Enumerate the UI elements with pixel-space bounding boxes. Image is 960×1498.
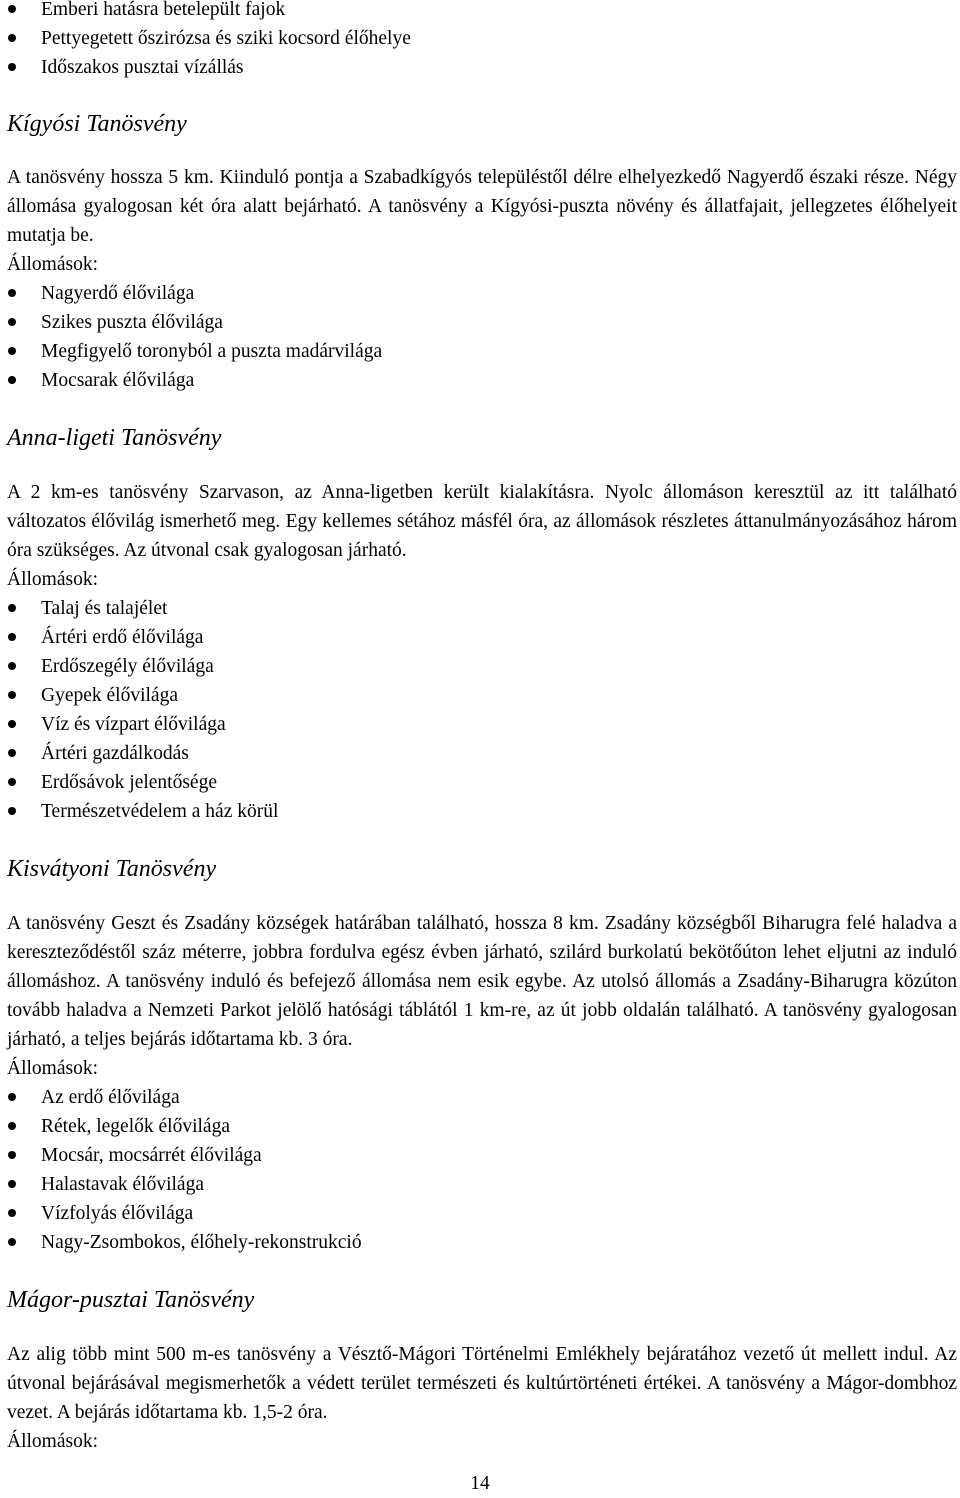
list-item: Ártéri gazdálkodás [7, 739, 957, 768]
document-page [7, 0, 957, 1456]
stations-label: Állomások: [7, 1431, 98, 1452]
list-item: Szikes puszta élővilága [7, 308, 957, 337]
list-item: Az erdő élővilága [7, 1083, 957, 1112]
bullet-icon [8, 1093, 16, 1101]
page-number: 14 [470, 1473, 490, 1494]
bullet-icon [8, 720, 16, 728]
list-item: Mocsarak élővilága [7, 366, 957, 395]
bullet-icon [8, 778, 16, 786]
section-title-anna-ligeti: Anna-ligeti Tanösvény [7, 425, 222, 451]
section-title-magor-pusztai: Mágor-pusztai Tanösvény [7, 1287, 255, 1313]
list-item: Természetvédelem a ház körül [7, 797, 957, 826]
bullet-icon [8, 5, 16, 13]
stations-list [7, 1083, 957, 1257]
list-item: Pettyegetett őszirózsa és sziki kocsord élőhelye [7, 24, 957, 53]
list-item: Ártéri erdő élővilága [7, 623, 957, 652]
bullet-icon [8, 1180, 16, 1188]
list-item: Vízfolyás élővilága [7, 1199, 957, 1228]
list-item: Erdőszegély élővilága [7, 652, 957, 681]
list-item: Mocsár, mocsárrét élővilága [7, 1141, 957, 1170]
stations-label: Állomások: [7, 569, 98, 590]
bullet-icon [8, 691, 16, 699]
list-item: Rétek, legelők élővilága [7, 1112, 957, 1141]
section-title-kisvatyoni: Kisvátyoni Tanösvény [7, 856, 217, 882]
stations-list [7, 279, 957, 395]
list-item: Erdősávok jelentősége [7, 768, 957, 797]
stations-label: Állomások: [7, 1058, 98, 1079]
top-bullet-list [7, 0, 957, 82]
bullet-icon [8, 34, 16, 42]
list-item: Víz és vízpart élővilága [7, 710, 957, 739]
stations-list [7, 594, 957, 826]
section-paragraph: A tanösvény Geszt és Zsadány községek határában található, hossza 8 km. Zsadány községből Biharugra felé haladva a kereszteződéstől száz méterre, jobbra fordulva egész évben járható, szilárd burkolatú bekötőúton lehet eljutni az induló állomáshoz. A tanösvény induló és befejező állomása nem esik egybe. Az utolsó állomás a Zsadány-Biharugra közúton tovább haladva a Nemzeti Parkot jelölő hatósági táblától 1 km-re, az út jobb oldalán található. A tanösvény gyalogosan járható, a teljes bejárás időtartama kb. 3 óra. [7, 913, 957, 1050]
section-paragraph: Az alig több mint 500 m-es tanösvény a Vésztő-Mágori Történelmi Emlékhely bejáratához vezető út mellett indul. Az útvonal bejárásával megismerhetők a védett terület természeti és kultúrtörténeti értékei. A tanösvény a Mágor-dombhoz vezet. A bejárás időtartama kb. 1,5-2 óra. [7, 1344, 957, 1423]
list-item: Nagy-Zsombokos, élőhely-rekonstrukció [7, 1228, 957, 1257]
list-item: Gyepek élővilága [7, 681, 957, 710]
section-title-kigyosi: Kígyósi Tanösvény [7, 111, 187, 137]
bullet-icon [8, 63, 16, 71]
bullet-icon [8, 1151, 16, 1159]
bullet-icon [8, 662, 16, 670]
list-item: Időszakos pusztai vízállás [7, 53, 957, 82]
stations-label: Állomások: [7, 254, 98, 275]
list-item: Halastavak élővilága [7, 1170, 957, 1199]
bullet-icon [8, 1122, 16, 1130]
bullet-icon [8, 633, 16, 641]
bullet-icon [8, 376, 16, 384]
list-item: Nagyerdő élővilága [7, 279, 957, 308]
bullet-icon [8, 347, 16, 355]
section-paragraph: A 2 km-es tanösvény Szarvason, az Anna-ligetben került kialakításra. Nyolc állomáson keresztül az itt található változatos élővilág ismerhető meg. Egy kellemes sétához másfél óra, az állomások részletes áttanulmányozásához három óra szükséges. Az útvonal csak gyalogosan járható. [7, 482, 957, 561]
bullet-icon [8, 807, 16, 815]
list-item: Emberi hatásra betelepült fajok [7, 0, 957, 24]
bullet-icon [8, 604, 16, 612]
bullet-icon [8, 289, 16, 297]
list-item: Talaj és talajélet [7, 594, 957, 623]
bullet-icon [8, 749, 16, 757]
bullet-icon [8, 1209, 16, 1217]
bullet-icon [8, 318, 16, 326]
bullet-icon [8, 1238, 16, 1246]
section-paragraph: A tanösvény hossza 5 km. Kiinduló pontja a Szabadkígyós településtől délre elhelyezkedő Nagyerdő északi része. Négy állomása gyalogosan két óra alatt bejárható. A tanösvény a Kígyósi-puszta növény és állatfajait, jellegzetes élőhelyeit mutatja be. [7, 167, 957, 246]
list-item: Megfigyelő toronyból a puszta madárvilága [7, 337, 957, 366]
